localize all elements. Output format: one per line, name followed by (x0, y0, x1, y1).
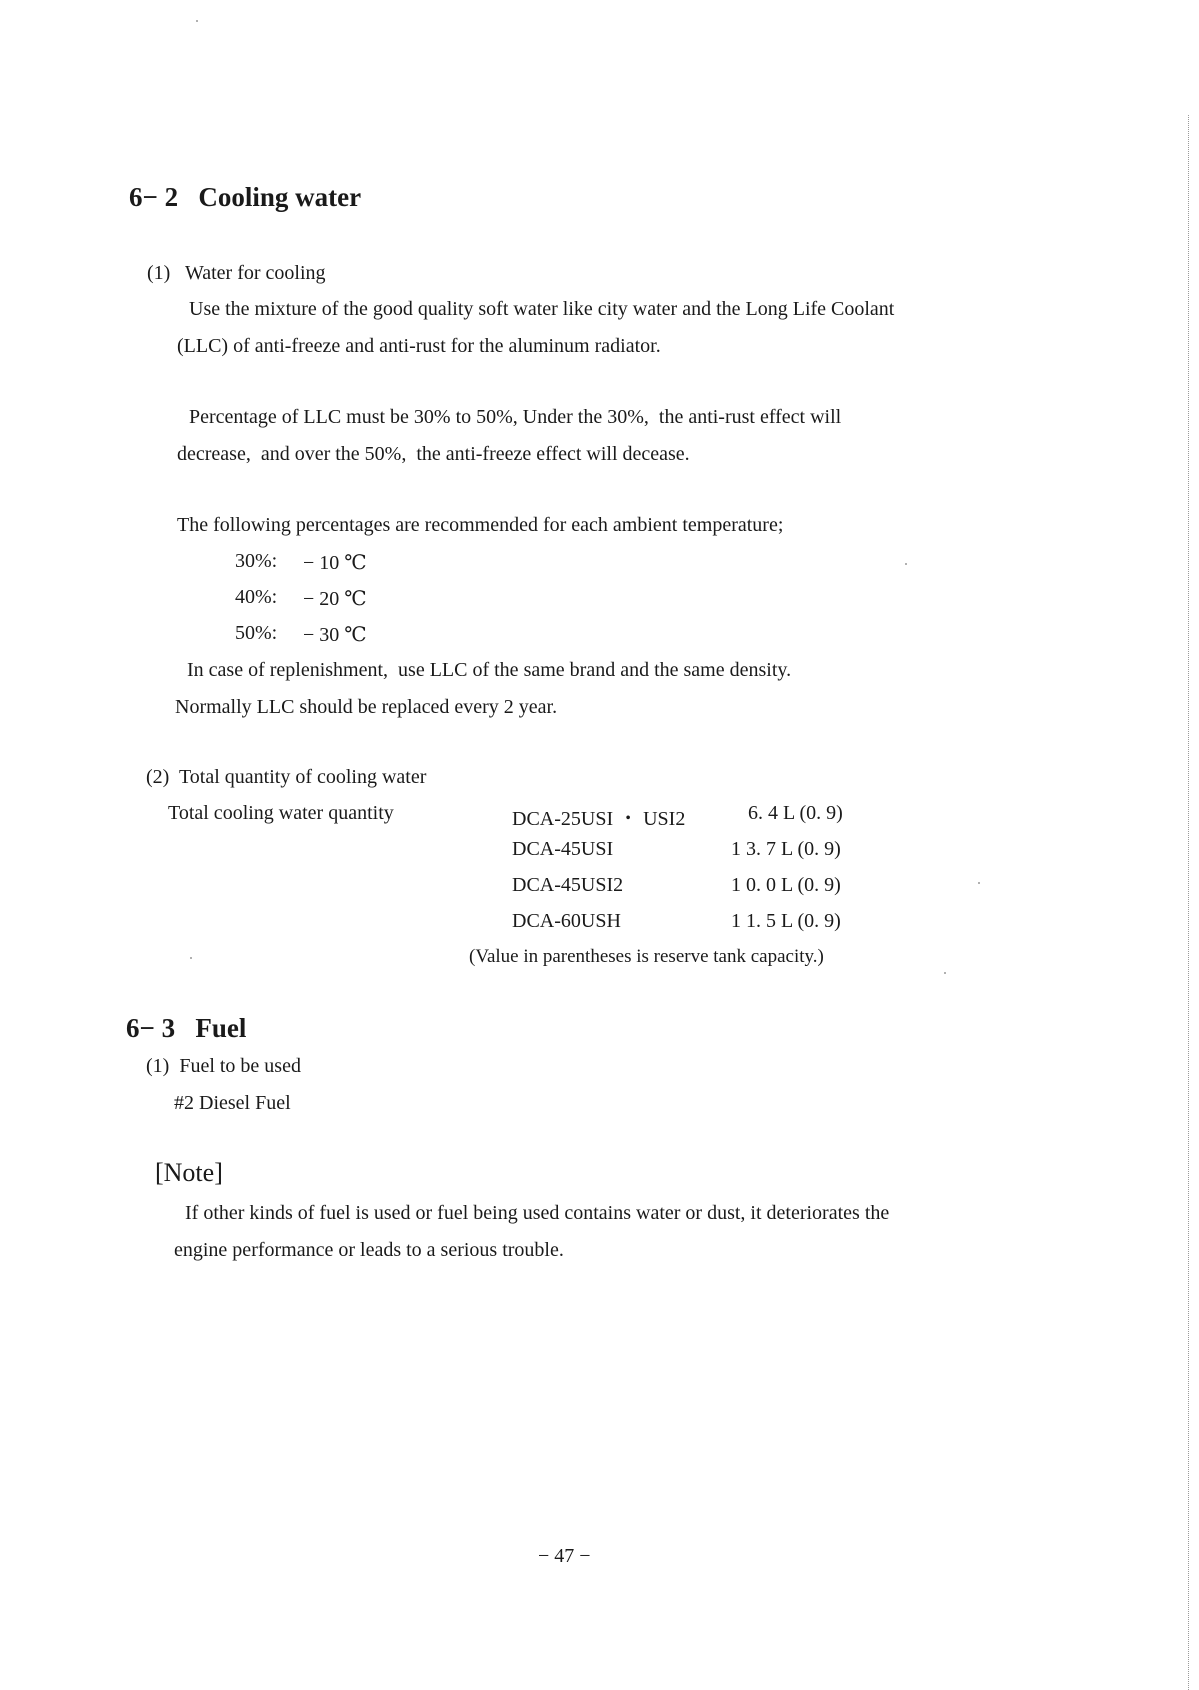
temp-row-value: − 10 ℃ (303, 552, 367, 574)
temp-row-pct: 50%: (235, 622, 278, 644)
reserve-tank-note: (Value in parentheses is reserve tank capacity.) (469, 946, 824, 967)
para2-line2: decrease, and over the 50%, the anti-freeze effect will decease. (177, 443, 690, 465)
quantity-row-label: Total cooling water quantity (168, 802, 394, 824)
scan-speck (978, 882, 980, 884)
temp-row-value: − 30 ℃ (303, 624, 367, 646)
section-6-3-heading: 6− 3 Fuel (126, 1013, 247, 1043)
para1-line1: Use the mixture of the good quality soft water like city water and the Long Life Coolant (189, 298, 895, 320)
scan-speck (905, 563, 907, 565)
note-line1: If other kinds of fuel is used or fuel being used contains water or dust, it deteriorates the (185, 1202, 890, 1224)
section-6-2-heading: 6− 2 Cooling water (129, 182, 362, 212)
quantity-model: DCA-60USH (512, 910, 621, 932)
quantity-model: DCA-45USI2 (512, 874, 624, 896)
para2-line1: Percentage of LLC must be 30% to 50%, Under the 30%, the anti-rust effect will (189, 406, 842, 428)
quantity-model: DCA-25USI ・ USI2 (512, 808, 686, 830)
quantity-value: 1 0. 0 L (0. 9) (731, 874, 841, 896)
temp-row-pct: 40%: (235, 586, 278, 608)
quantity-model: DCA-45USI (512, 838, 614, 860)
quantity-value: 6. 4 L (0. 9) (748, 802, 843, 824)
note-title: [Note] (155, 1158, 223, 1187)
scan-edge-line (1188, 115, 1189, 1690)
temp-row-pct: 30%: (235, 550, 278, 572)
fuel-item-label: (1) Fuel to be used (146, 1055, 301, 1077)
scan-speck (196, 20, 198, 22)
para4-line1: In case of replenishment, use LLC of the same brand and the same density. (187, 659, 792, 681)
fuel-type: #2 Diesel Fuel (174, 1092, 291, 1114)
note-line2: engine performance or leads to a serious trouble. (174, 1239, 564, 1261)
para4-line2: Normally LLC should be replaced every 2 year. (175, 696, 558, 718)
scan-speck (944, 972, 946, 974)
page-number: − 47 − (538, 1545, 591, 1567)
quantity-value: 1 3. 7 L (0. 9) (731, 838, 841, 860)
scan-speck (190, 957, 192, 959)
temp-row-value: − 20 ℃ (303, 588, 367, 610)
para1-line2: (LLC) of anti-freeze and anti-rust for the aluminum radiator. (177, 335, 661, 357)
quantity-value: 1 1. 5 L (0. 9) (731, 910, 841, 932)
item-2-label: (2) Total quantity of cooling water (146, 766, 427, 788)
item-1-label: (1) Water for cooling (147, 262, 326, 284)
para3-intro: The following percentages are recommended for each ambient temperature; (177, 514, 784, 536)
